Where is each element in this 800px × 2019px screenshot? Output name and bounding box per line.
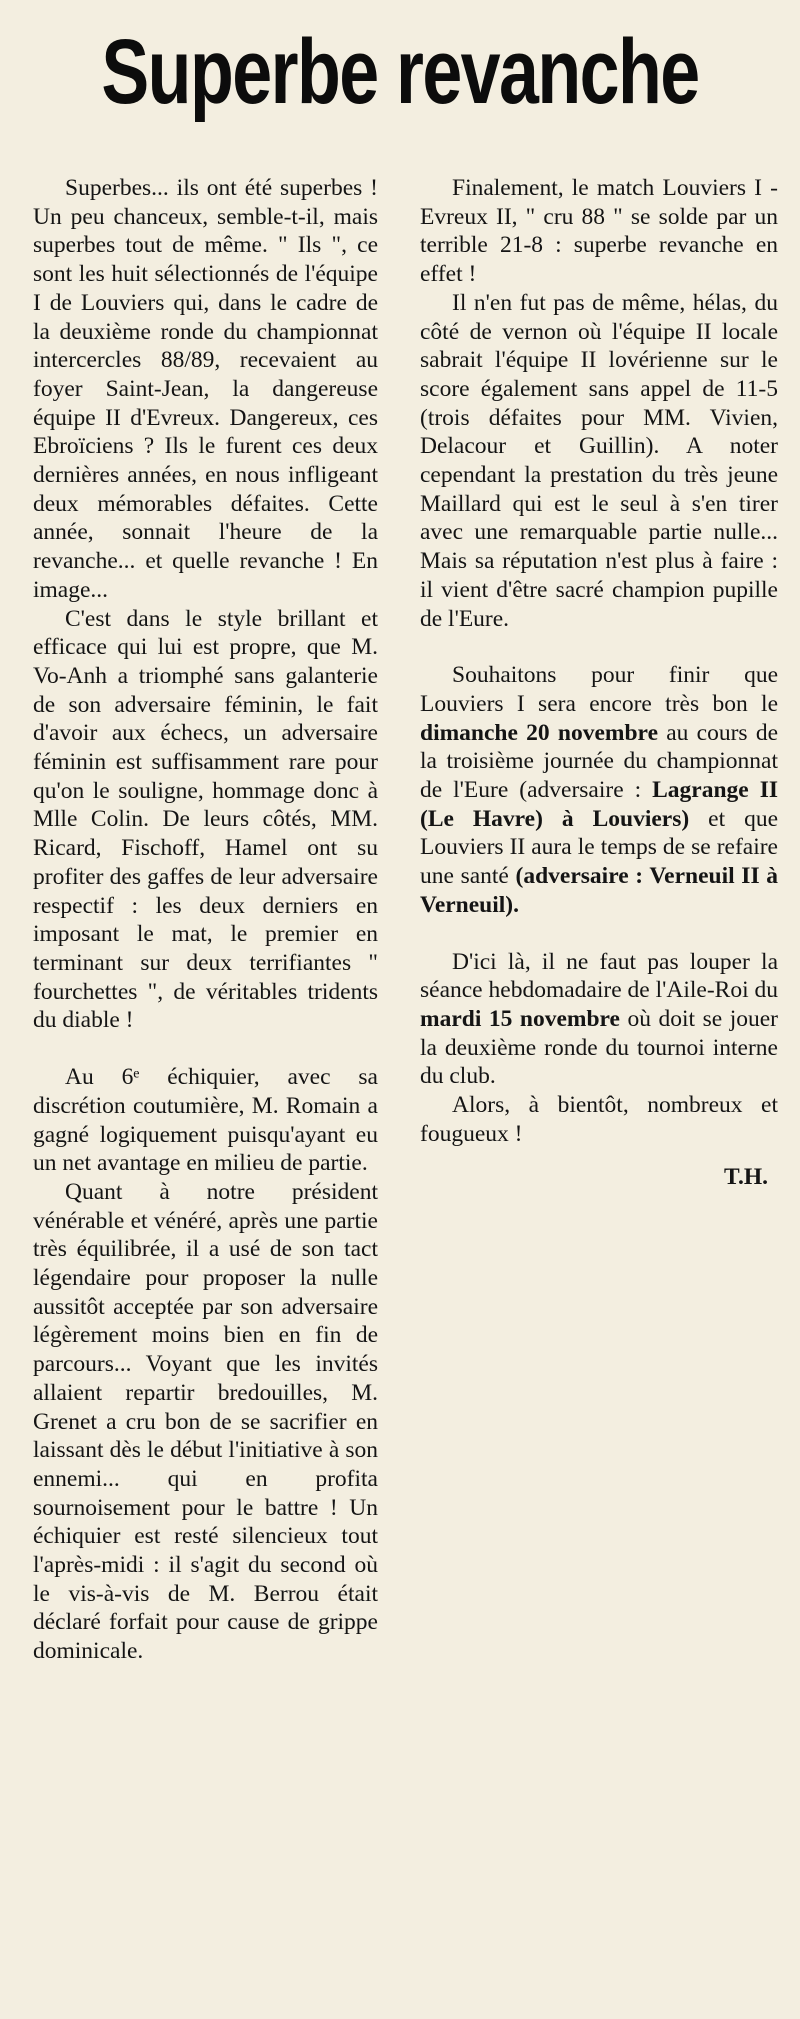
right-column xyxy=(420,174,778,1191)
paragraph-intro: Superbes... ils ont été superbes ! Un peu chanceux, semble-t-il, mais superbes tout de même. " Ils ", ce sont les huit sélectionnés de l'équipe I de Louviers qui, dans le cadre de la deuxième ronde du championnat intercercles 88/89, recevaient au foyer Saint-Jean, la dangereuse équipe II d'Evreux. Dangereux, ces Ebroïciens ? Ils le furent ces deux dernières années, en nous infligeant deux mémorables défaites. Cette année, sonnait l'heure de la revanche... et quelle revanche ! En image... xyxy=(33,175,378,603)
left-column xyxy=(33,174,378,1666)
paragraph-seance xyxy=(420,948,778,1092)
paragraph-romain: Au 6ᵉ échiquier, avec sa discrétion coutumière, M. Romain a gagné logiquement puisqu'ayant eu un net avantage en milieu de partie. xyxy=(33,1064,378,1177)
article-title: Superbe revanche xyxy=(101,21,699,123)
paragraph-next-match xyxy=(420,661,778,919)
bold-date: dimanche 20 novembre xyxy=(420,719,658,746)
paragraph-president: Quant à notre président vénérable et vénéré, après une partie très équilibrée, il a usé de son tact légendaire pour proposer la nulle aussitôt acceptée par son adversaire légèrement moins bien en fin de parcours... Voyant que les invités allaient repartir bredouilles, M. Grenet a cru bon de se sacrifier en laissant dès le début l'initiative à son ennemi... qui en profita sournoisement pour le battre ! Un échiquier est resté silencieux tout l'après-midi : il s'agit du second où le vis-à-vis de M. Berrou était déclaré forfait pour cause de grippe dominicale. xyxy=(33,1178,378,1665)
text-segment: et que Louviers II aura le temps de se refaire une santé xyxy=(420,805,779,890)
paragraph-result: Finalement, le match Louviers I - Evreux II, " cru 88 " se solde par un terrible 21-8 : superbe revanche en effet ! xyxy=(420,175,778,288)
paragraph-vernon: Il n'en fut pas de même, hélas, du côté de vernon où l'équipe II locale sabrait l'équipe II lovérienne sur le score également sans appel de 11-5 (trois défaites pour MM. Vivien, Delacour et Guillin). A noter cependant la prestation du très jeune Maillard qui est le seul à s'en tirer avec une remarquable partie nulle... Mais sa réputation n'est plus à faire : il vient d'être sacré champion pupille de l'Eure. xyxy=(420,289,778,632)
text-segment: où doit se jouer la deuxième ronde du tournoi interne du club. xyxy=(420,1005,778,1090)
bold-opponent: (adversaire : Verneuil II à Verneuil). xyxy=(420,863,778,918)
paragraph-closing: Alors, à bientôt, nombreux et fougueux ! xyxy=(420,1092,778,1147)
text-segment: D'ici là, il ne faut pas louper la séance hebdomadaire de l'Aile-Roi du xyxy=(420,948,778,1004)
author-signature: T.H. xyxy=(724,1163,768,1190)
text-segment: Souhaitons pour finir que Louviers I sera encore très bon le xyxy=(420,662,778,717)
paragraph-vo-anh: C'est dans le style brillant et efficace qui lui est propre, que M. Vo-Anh a triomphé sans galanterie de son adversaire féminin, le fait d'avoir aux échecs, un adversaire féminin est suffisamment rare pour qu'on le souligne, hommage donc à Mlle Colin. De leurs côtés, MM. Ricard, Fischoff, Hamel ont su profiter des gaffes de leur adversaire respectif : les deux derniers en imposant le mat, le premier en terminant sur deux terrifiantes " fourchettes ", de véritables tridents du diable ! xyxy=(33,605,378,1034)
bold-opponent: Lagrange II (Le Havre) à Louviers) xyxy=(420,777,778,832)
text-segment: au cours de la troisième journée du championnat de l'Eure (adversaire : xyxy=(420,719,778,804)
bold-date: mardi 15 novembre xyxy=(420,1005,620,1032)
